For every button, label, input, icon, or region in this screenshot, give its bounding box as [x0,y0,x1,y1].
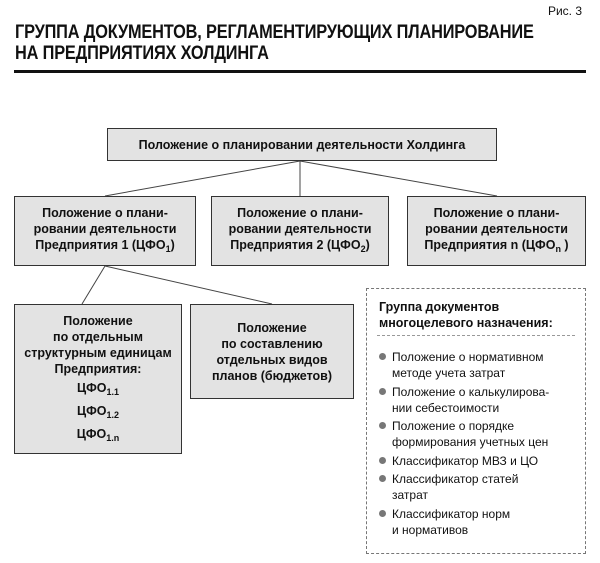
group-title [379,299,569,331]
enterprise-1-box [14,196,196,266]
budgets-box [190,304,354,399]
list-item: Классификатор норм и нормативов [377,506,582,538]
cfo-1-n: $ЦФО_{1.n}$ [76,426,120,443]
cfo-1-2: $ЦФО_{1.2}$ [76,403,120,420]
title-line-1: ГРУППА ДОКУМЕНТОВ, РЕГЛАМЕНТИРУЮЩИХ ПЛАНИРОВАНИЕ [15,22,534,43]
enterprise-n-line1: Положение о плани- [433,206,560,220]
figure-label: Рис. 3 [547,4,582,18]
units-line1: Положение [63,313,133,328]
group-divider [377,335,575,336]
enterprise-2-line3: Предприятия 2 $(ЦФО_2)$ [230,238,370,254]
structural-units-box [14,304,182,454]
holding-planning-box [107,128,497,161]
bullet-icon [379,510,386,517]
enterprise-2-box [211,196,389,266]
enterprise-1-line2: ровании деятельности [33,222,177,236]
list-item: Положение о нормативном методе учета затрат [377,349,582,381]
list-item: Классификатор статей затрат [377,471,582,503]
holding-planning-label: Положение о планировании деятельности Холдинга [138,137,466,152]
bullet-icon [379,388,386,395]
enterprise-1-line3: Предприятия 1 $(ЦФО_1)$ [35,238,175,254]
group-document-list [377,349,582,540]
cfo-1-1: $ЦФО_{1.1}$ [76,380,120,397]
enterprise-n-line2: ровании деятельности [425,222,568,236]
enterprise-2-line1: Положение о плани- [237,206,363,220]
units-line3: структурным единицам [24,345,172,360]
title-line-2: НА ПРЕДПРИЯТИЯХ ХОЛДИНГА [15,43,269,64]
multipurpose-documents-group [366,288,586,554]
list-item: Положение о порядке формирования учетных цен [377,418,582,450]
enterprise-2-line2: ровании деятельности [228,222,372,236]
budgets-line1: Положение [237,320,307,335]
group-title-line2: многоцелевого назначения: [379,316,553,330]
units-line4: Предприятия: [54,361,142,376]
budgets-line3: отдельных видов [216,352,328,367]
group-title-line1: Группа документов [379,300,500,314]
list-item: Положение о калькулирова- нии себестоимости [377,384,582,416]
enterprise-n-line3: Предприятия n ($ЦФО_n$ ) [424,238,569,254]
budgets-line4: планов (бюджетов) [211,368,333,383]
bullet-icon [379,353,386,360]
enterprise-1-line1: Положение о плани- [42,206,168,220]
bullet-icon [379,475,386,482]
enterprise-n-box [407,196,586,266]
budgets-line2: по составлению [221,336,323,351]
list-item: Классификатор МВЗ и ЦО [377,453,582,469]
bullet-icon [379,457,386,464]
units-line2: по отдельным [53,329,143,344]
bullet-icon [379,422,386,429]
